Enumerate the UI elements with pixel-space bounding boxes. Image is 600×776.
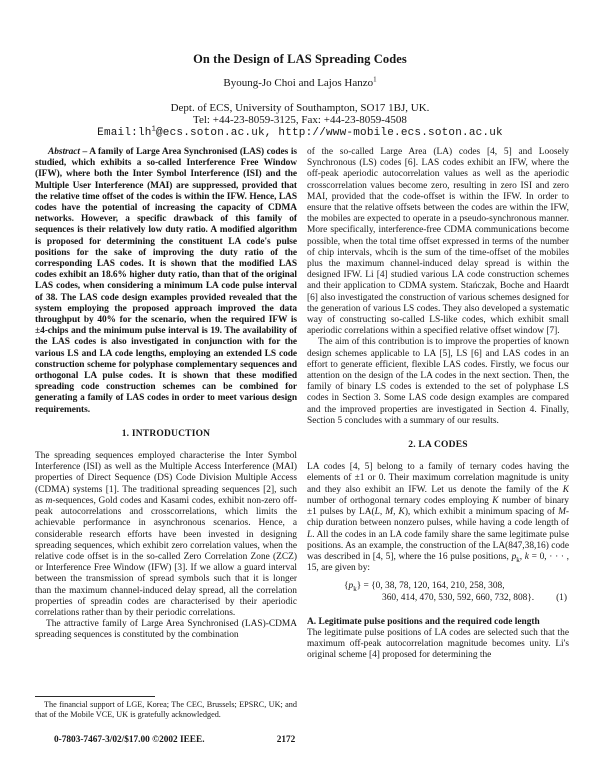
paper-title: On the Design of LAS Spreading Codes: [193, 52, 407, 66]
page-footer: [0, 735, 600, 747]
footnote-rule: [35, 696, 155, 697]
contribution-aim-paragraph: The aim of this contribution is to improve the properties of known design schemes applicable to LA [5], LS [6] and LAS codes in an effort to generate efficient, flexible LAS codes. Firstly, we focus our attention on the design of the LA codes in the next section. Then, the family of binary LS codes is extended to the set of polyphase LS codes in Section 3. Some LAS code design examples are compared and the improved properties are investigated in Section 4. Finally, Section 5 concludes with a summary of our results.: [307, 337, 569, 426]
page-number: 2172: [276, 735, 296, 745]
paper-header: [0, 0, 600, 139]
authors-line: [0, 77, 600, 89]
equation-1: [307, 581, 569, 603]
section-heading-introduction: 1. INTRODUCTION: [121, 428, 211, 439]
left-column: [35, 147, 297, 720]
footnote-text: The financial support of LGE, Korea; The CEC, Brussels; EPSRC, UK; and that of the Mobile VCE, UK is gratefully acknowledged.: [35, 700, 297, 719]
email-prefix: Email:lh: [97, 126, 152, 139]
la-codes-paragraph: LA codes [4, 5] belong to a family of ternary codes having the elements of ±1 or 0. Their maximum correlation magnitude is unity and they also exhibit an IFW. Let us denote the family of the K number of orthogonal ternary codes employing K number of binary ±1 pulses by LA(L, M, K), which exhibit a minimum spacing of M-chip duration between nonzero pulses, while having a code length of L. All the codes in an LA code family share the same legitimate pulse positions. As an example, the construction of the LA(847,38,16) code was described in [4, 5], where the 16 pulse positions, $p_k$, k = 0, · · · , 15, are given by:: [307, 462, 569, 574]
equation-1-line-2: 360, 414, 470, 530, 592, 660, 732, 808}.: [382, 592, 535, 603]
right-column: [307, 147, 569, 720]
affiliation-dept: Dept. of ECS, University of Southampton, SO17 1BJ, UK.: [170, 102, 430, 114]
email-footnote-marker: 1: [151, 124, 156, 133]
intro-paragraph-2: The attractive family of Large Area Synchronised (LAS)-CDMA spreading sequences is constituted by the combination: [35, 619, 297, 641]
email-and-url: @ecs.soton.ac.uk, http://www-mobile.ecs.soton.ac.uk: [155, 126, 503, 139]
affiliation-block: [0, 103, 600, 139]
equation-1-line-1: $\{p_k\} = \{0$, 38, 78, 120, 164, 210, 258, 308,: [344, 581, 505, 594]
author-names: Byoung-Jo Choi and Lajos Hanzo: [223, 77, 374, 89]
author-footnote-marker: 1: [373, 75, 377, 84]
email-url-line: [0, 124, 600, 140]
copyright-notice: 0-7803-7467-3/02/$17.00 ©2002 IEEE.: [54, 735, 205, 745]
equation-1-number: (1): [556, 592, 567, 603]
abstract-paragraph: Abstract – A family of Large Area Synchronised (LAS) codes is studied, which exhibits a so-called Interference Free Window (IFW), where both the Inter Symbol Interference (ISI) and the Multiple User Interference (MAI) are suppressed, provided that the relative time offset of the codes is within the IFW. Hence, LAS codes have the potential of increasing the capacity of CDMA networks. However, a specific drawback of this family of sequences is their relatively low duty ratio. A modified algorithm is proposed for determining the constituent LA code's pulse positions for the sake of improving the duty ratio of the corresponding LAS codes. It is shown that the modified LAS codes exhibit an 18.6% higher duty ratio, than that of the original LAS codes, when considering a minimum LA code pulse interval of 38. The LAS code design examples provided revealed that the system employing the proposed approach improved the data throughput by 40% for the scenario, when the required IFW is ±4-chips and the minimum pulse interval is 19. The availability of the LAS codes is also investigated in conjunction with for the various LS and LA code lengths, employing an extended LS code construction scheme for polyphase complementary sequences and orthogonal LA pulse codes. It is shown that these modified spreading code construction schemes can be combined for generating a family of LAS codes in order to meet various design requirements.: [35, 147, 297, 415]
subsection-a-paragraph: The legitimate pulse positions of LA codes are selected such that the maximum off-peak autocorrelation magnitude becomes unity. Li's original scheme [4] proposed for determining the: [307, 627, 569, 661]
section-heading-la-codes: 2. LA CODES: [408, 440, 468, 451]
affiliation-tel-fax: Tel: +44-23-8059-3125, Fax: +44-23-8059-4508: [193, 113, 407, 126]
subsection-heading-a: A. Legitimate pulse positions and the required code length: [307, 616, 540, 627]
two-column-body: [35, 147, 569, 720]
footnote-block: [35, 690, 297, 720]
intro-paragraph-1: The spreading sequences employed characterise the Inter Symbol Interference (ISI) as well as the Multiple Access Interference (MAI) properties of Direct Sequence (DS) Code Division Multiple Access (CDMA) systems [1]. The traditional spreading sequences [2], such as m-sequences, Gold codes and Kasami codes, exhibit non-zero off-peak autocorrelations and crosscorrelations, which limits the achievable performance in asynchronous scenarios. Hence, a considerable research efforts have been invested in designing spreading sequences, which exhibit zero correlation values, when the relative code offset is in the so-called Zero Correlation Zone (ZCZ) or Interference Free Window (IFW) [3]. If we allow a guard interval between the transmission of spread symbols such that it is longer than the maximum channel-induced delay spread, all the correlation properties of spreadin codes are characterised by their aperiodic correlations rather than by their periodic correlations.: [35, 451, 297, 618]
continuation-paragraph: of the so-called Large Area (LA) codes [4, 5] and Loosely Synchronous (LS) codes [6]. LAS codes exhibit an IFW, where the off-peak aperiodic autocorrelation values as well as the aperiodic crosscorrelation values become zero, resulting in zero ISI and zero MAI, provided that the code-offset is within the IFW. In order to ensure that the relative offsets between the codes are within the IFW, the mobiles are expected to operate in a pseudo-synchronous manner. More specifically, interference-free CDMA communications become possible, when the total time offset expressed in terms of the number of chip intervals, whcih is the sum of the time-offset of the mobiles plus the maximum channel-induced delay spread is within the designed IFW. Li [4] studied various LA code construction schemes and their application to CDMA system. Stańczak, Boche and Haardt [6] also investigated the construction of various schemes designed for the generation of various LS codes. They also developed a systematic way of constructing so-called LS-like codes, which exhibit small aperiodic correlations within a specified relative offset window [7].: [307, 147, 569, 337]
